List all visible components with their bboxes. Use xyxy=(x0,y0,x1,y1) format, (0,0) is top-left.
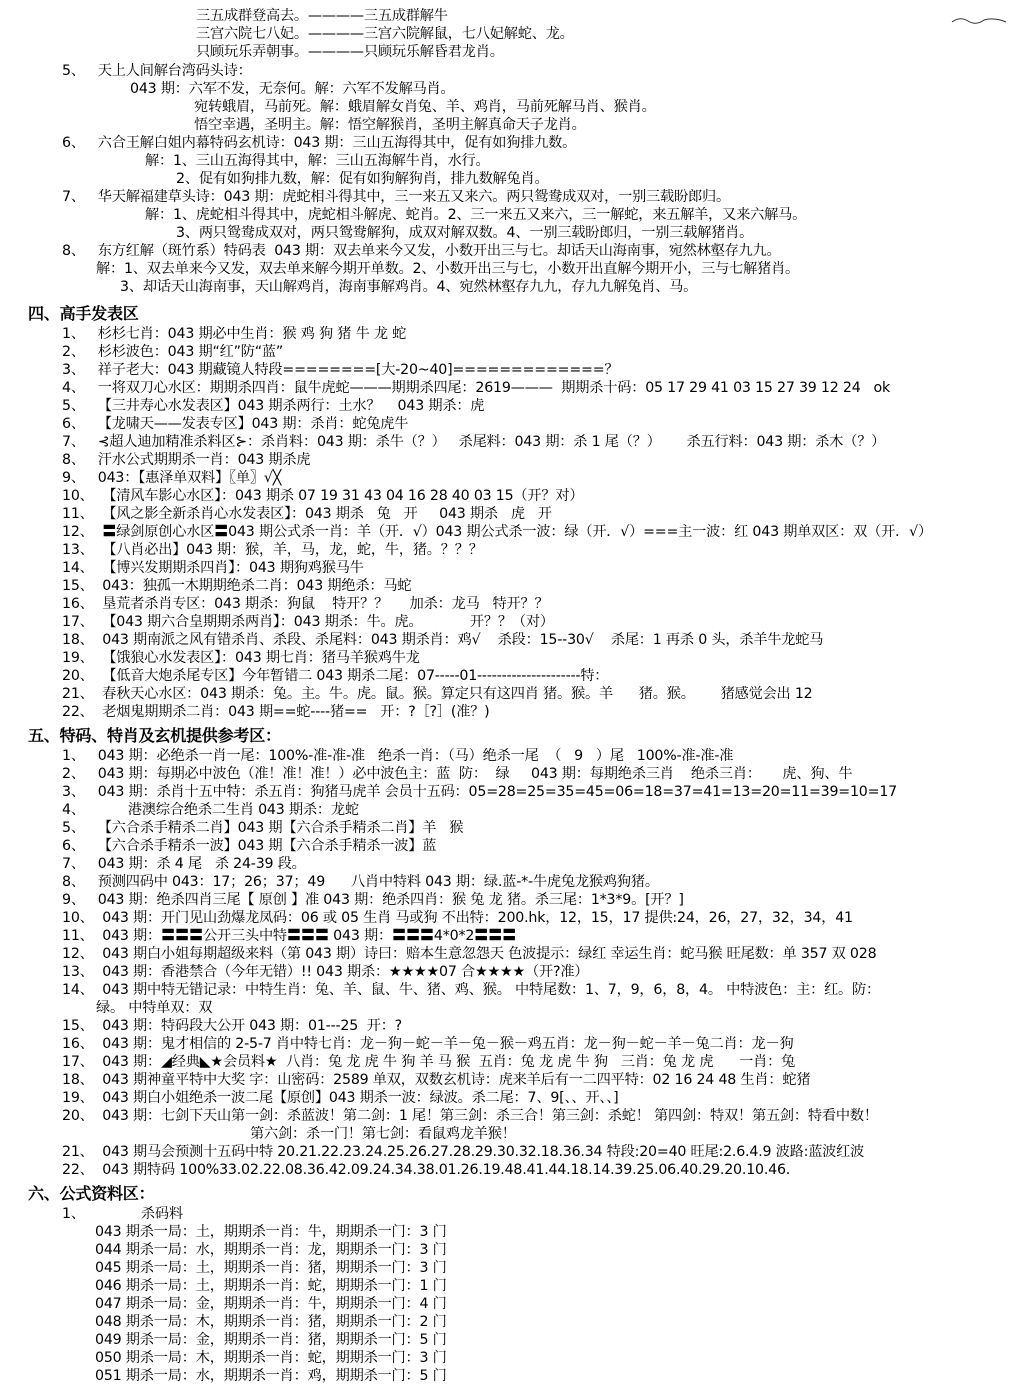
text-line: 045 期杀一局：土，期期杀一肖：猪，期期杀一门：3 门 xyxy=(95,1260,447,1276)
text-line: 043 期：六军不发，无奈何。解：六军不发解马肖。 xyxy=(130,81,455,97)
text-line: 050 期杀一局：木，期期杀一肖：蛇，期期杀一门：3 门 xyxy=(95,1350,447,1366)
text-line: 22、 043 期特码 100%33.02.22.08.36.42.09.24.34.38.01.26.19.48.41.44.18.14.39.25.06.40.29.20.10.46. xyxy=(62,1162,791,1178)
text-line: 4、 港澳综合绝杀二生肖 043 期杀：龙蛇 xyxy=(62,802,359,818)
text-line: 13、 043 期：香港禁合（今年无错）!! 043 期杀：★★★★07 合★★★★（开?准） xyxy=(62,964,589,980)
text-line: 17、 【043 期六合皇期期杀两肖】：043 期杀：牛。虎。 开？？（对） xyxy=(62,614,554,630)
text-line: 13、 【八肖必出】043 期：猴，羊，马，龙，蛇，牛，猪。？？？ xyxy=(62,542,483,558)
text-line: 16、 043 期：鬼才相信的 2-5-7 肖中特七肖：龙－狗－蛇－羊－兔－猴－鸡五肖：龙－狗－蛇－羊－兔二肖：龙－狗 xyxy=(62,1036,794,1052)
text-line: 5、 【三井寿心水发表区】043 期杀两行：土水？ 043 期杀：虎 xyxy=(62,398,485,414)
text-line: 5、 天上人间解台湾码头诗： xyxy=(62,63,252,79)
handwritten-signature xyxy=(950,14,1010,26)
text-line: 解：1、虎蛇相斗得其中，虎蛇相斗解虎、蛇肖。2、三一来五又来六，三一解蛇，来五解羊，又来六解马。 xyxy=(145,207,807,223)
text-line: 5、 【六合杀手精杀二肖】043 期【六合杀手精杀二肖】羊 猴 xyxy=(62,820,464,836)
text-line: 3、 祥子老大：043 期藏镜人特段========[大-20~40]=============？ xyxy=(62,362,619,378)
text-line: 7、 043 期：杀 4 尾 杀 24-39 段。 xyxy=(62,856,306,872)
text-line: 6、 【六合杀手精杀一波】043 期【六合杀手精杀一波】蓝 xyxy=(62,838,437,854)
text-line: 047 期杀一局：金，期期杀一肖：牛，期期杀一门：4 门 xyxy=(95,1296,447,1312)
section-heading: 六、公式资料区： xyxy=(28,1184,155,1203)
text-line: 19、 【饿狼心水发表区】：043 期七肖：猪马羊猴鸡牛龙 xyxy=(62,650,420,666)
text-line: 1、 杀码料 xyxy=(62,1206,183,1222)
text-line: 3、 043 期：杀肖十五中特：杀五肖：狗猪马虎羊 会员十五码：05=28=25=35=45=06=18=37=41=13=20=11=39=10=17 xyxy=(62,784,897,800)
text-line: 3、却话天山海南事，天山解鸡肖，海南事解鸡肖。4、宛然林壑存九九，存九九解兔肖、马。 xyxy=(120,279,698,295)
text-line: 11、 【风之影全新杀肖心水发表区】：043 期杀 兔 开 043 期杀 虎 开 xyxy=(62,506,552,522)
text-line: 7、 ⊰超人迪加精准杀料区⊱：杀肖料：043 期：杀牛（？） 杀尾料：043 期：杀 1 尾（？） 杀五行料：043 期：杀木（？） xyxy=(62,434,886,450)
text-line: 7、 华天解福建草头诗：043 期：虎蛇相斗得其中，三一来五又来六。两只鸳鸯成双对，一别三载盼郎归。 xyxy=(62,189,730,205)
text-line: 2、 043 期：每期必中波色（准！准！准！）必中波色主：蓝 防： 绿 043 期：每期绝杀三肖 绝杀三肖： 虎、狗、牛 xyxy=(62,766,853,782)
text-line: 绿。 中特单双：双 xyxy=(96,1000,213,1016)
text-line: 15、 043 期：特码段大公开 043 期：01---25 开：? xyxy=(62,1018,403,1034)
text-line: 解：1、双去单来今又发，双去单来解今期开单数。2、小数开出三与七，小数开出直解今期开小，三与七解猪肖。 xyxy=(96,261,800,277)
text-line: 21、 043 期马会预测十五码中特 20.21.22.23.24.25.26.27.28.29.30.32.18.36.34 特段:20=40 旺尾:2.6.4.9 波路:蓝波红波 xyxy=(62,1144,865,1160)
text-line: 宛转蛾眉，马前死。解：蛾眉解女肖兔、羊、鸡肖，马前死解马肖、猴肖。 xyxy=(194,99,656,115)
text-line: 14、 【博兴发期期杀四肖】：043 期狗鸡猴马牛 xyxy=(62,560,364,576)
text-line: 20、 【低音大炮杀尾专区】今年暂错二 043 期杀二尾：07-----01---------------------特： xyxy=(62,668,609,684)
text-line: 2、促有如狗排九数，解：促有如狗解狗肖，排九数解兔肖。 xyxy=(176,171,549,187)
text-line: 049 期杀一局：金，期期杀一肖：猪，期期杀一门：5 门 xyxy=(95,1332,447,1348)
text-line: 18、 043 期南派之风有错杀肖、杀段、杀尾料：043 期杀肖：鸡√ 杀段：15--30√ 杀尾：1 再杀 0 头，杀羊牛龙蛇马 xyxy=(62,632,824,648)
section-heading: 四、高手发表区 xyxy=(28,304,139,323)
text-line: 1、 043 期：必绝杀一肖一尾：100%-准-准-准 绝杀一肖：（马）绝杀一尾 （ 9 ）尾 100%-准-准-准 xyxy=(62,748,734,764)
text-line: 22、 老烟鬼期期杀二肖：043 期==蛇----猪== 开：?［?］(准？) xyxy=(62,704,490,720)
text-line: 16、 垦荒者杀肖专区：043 期杀：狗鼠 特开？？ 加杀：龙马 特开？？ xyxy=(62,596,549,612)
text-line: 21、 春秋天心水区：043 期杀：兔。主。牛。虎。鼠。猴。算定只有这四肖 猪。猴。羊 猪。猴。 猪感觉会出 12 xyxy=(62,686,813,702)
text-line: 8、 汗水公式期期杀一肖：043 期杀虎 xyxy=(62,452,311,468)
text-line: 11、 043 期：〓〓〓公开三头中特〓〓〓 043 期：〓〓〓4*0*2〓〓〓 xyxy=(62,928,517,944)
text-line: 只顾玩乐弄朝事。————只顾玩乐解昏君龙肖。 xyxy=(196,44,504,60)
text-line: 4、 一将双刀心水区：期期杀四肖：鼠牛虎蛇———期期杀四尾：2619——— 期期杀十码：05 17 29 41 03 15 27 39 12 24 ok xyxy=(62,380,890,396)
text-line: 048 期杀一局：木，期期杀一肖：猪，期期杀一门：2 门 xyxy=(95,1314,447,1330)
text-line: 043 期杀一局：土，期期杀一肖：牛，期期杀一门：3 门 xyxy=(95,1224,447,1240)
text-line: 8、 预测四码中 043：17；26；37；49 八肖中特料 043 期：绿.蓝-*-牛虎兔龙猴鸡狗猪。 xyxy=(62,874,659,890)
text-line: 3、两只鸳鸯成双对，两只鸳鸯解狗，成双对解双数。4、一别三载盼郎归，一别三载解猪肖。 xyxy=(176,225,754,241)
text-line: 19、 043 期白小姐绝杀一波二尾【原创】043 期杀一波：绿波。杀二尾：7、9[、、开、、] xyxy=(62,1090,619,1106)
text-line: 8、 东方红解（斑竹系）特码表 043 期：双去单来今又发，小数开出三与七。却话天山海南事，宛然林壑存九九。 xyxy=(62,243,781,259)
text-line: 12、 〓绿剑原创心水区〓043 期公式杀一肖：羊（开．√）043 期公式杀一波：绿（开．√）===主一波：红 043 期单双区：双（开．√） xyxy=(62,524,932,540)
text-line: 解：1、三山五海得其中，解：三山五海解牛肖，水行。 xyxy=(145,153,490,169)
text-line: 18、 043 期神童平特中大奖 字：山密码：2589 单双，双数玄机诗：虎来羊后有一二四平特：02 16 24 48 生肖：蛇猪 xyxy=(62,1072,811,1088)
text-line: 20、 043 期：七剑下天山第一剑：杀蓝波！第二剑：1 尾！第三剑：杀三合！第三剑：杀蛇！ 第四剑：特双！第五剑：特看中数！ xyxy=(62,1108,878,1124)
text-line: 2、 杉杉波色：043 期“红”防“蓝” xyxy=(62,344,284,360)
text-line: 15、 043：独孤一木期期绝杀二肖：043 期绝杀：马蛇 xyxy=(62,578,412,594)
section-heading: 五、特码、特肖及玄机提供参考区： xyxy=(28,726,281,745)
text-line: 14、 043 期中特无错记录：中特生肖：兔、羊、鼠、牛、猪、鸡、猴。 中特尾数：1、7，9，6，8，4。 中特波色：主：红。防： xyxy=(62,982,881,998)
text-line: 三宫六院七八妃。————三宫六院解鼠，七八妃解蛇、龙。 xyxy=(196,26,574,42)
text-line: 044 期杀一局：水，期期杀一肖：龙，期期杀一门：3 门 xyxy=(95,1242,447,1258)
text-line: 12、 043 期白小姐每期超级来料（第 043 期）诗曰：赔本生意忽怨天 色波提示：绿红 幸运生肖：蛇马猴 旺尾数：单 357 双 028 xyxy=(62,946,877,962)
text-line: 9、 043：【惠泽单双料】〖单〗√╳ xyxy=(62,470,282,486)
text-line: 第六剑：杀一门！第七剑：看鼠鸡龙羊猴！ xyxy=(250,1126,516,1142)
text-line: 9、 043 期：绝杀四肖三尾【 原创 】准 043 期：绝杀四肖：猴 兔 龙 猪。杀三尾：1*3*9。[开？] xyxy=(62,892,684,908)
text-line: 10、 【清风车影心水区】：043 期杀 07 19 31 43 04 16 28 40 03 15（开？对） xyxy=(62,488,584,504)
text-line: 6、 【龙啸天——发表专区】043 期：杀肖：蛇兔虎牛 xyxy=(62,416,409,432)
text-line: 悟空幸遇，圣明主。解：悟空解猴肖，圣明主解真命天子龙肖。 xyxy=(194,117,586,133)
text-line: 17、 043 期：◢经典◣★会员料★ 八肖：兔 龙 虎 牛 狗 羊 马 猴 五肖：兔 龙 虎 牛 狗 三肖：兔 龙 虎 一肖：兔 xyxy=(62,1054,796,1070)
text-line: 6、 六合王解白姐内幕特码玄机诗：043 期：三山五海得其中，促有如狗排九数。 xyxy=(62,135,577,151)
text-line: 1、 杉杉七肖：043 期必中生肖：猴 鸡 狗 猪 牛 龙 蛇 xyxy=(62,326,407,342)
text-line: 10、 043 期：开门见山劲爆龙凤码：06 或 05 生肖 马或狗 不出特：200.hk，12，15，17 提供:24，26，27，32，34，41 xyxy=(62,910,853,926)
text-line: 051 期杀一局：水，期期杀一肖：鸡，期期杀一门：5 门 xyxy=(95,1368,447,1384)
text-line: 046 期杀一局：土，期期杀一肖：蛇，期期杀一门：1 门 xyxy=(95,1278,447,1294)
text-line: 三五成群登高去。————三五成群解牛 xyxy=(196,8,448,24)
